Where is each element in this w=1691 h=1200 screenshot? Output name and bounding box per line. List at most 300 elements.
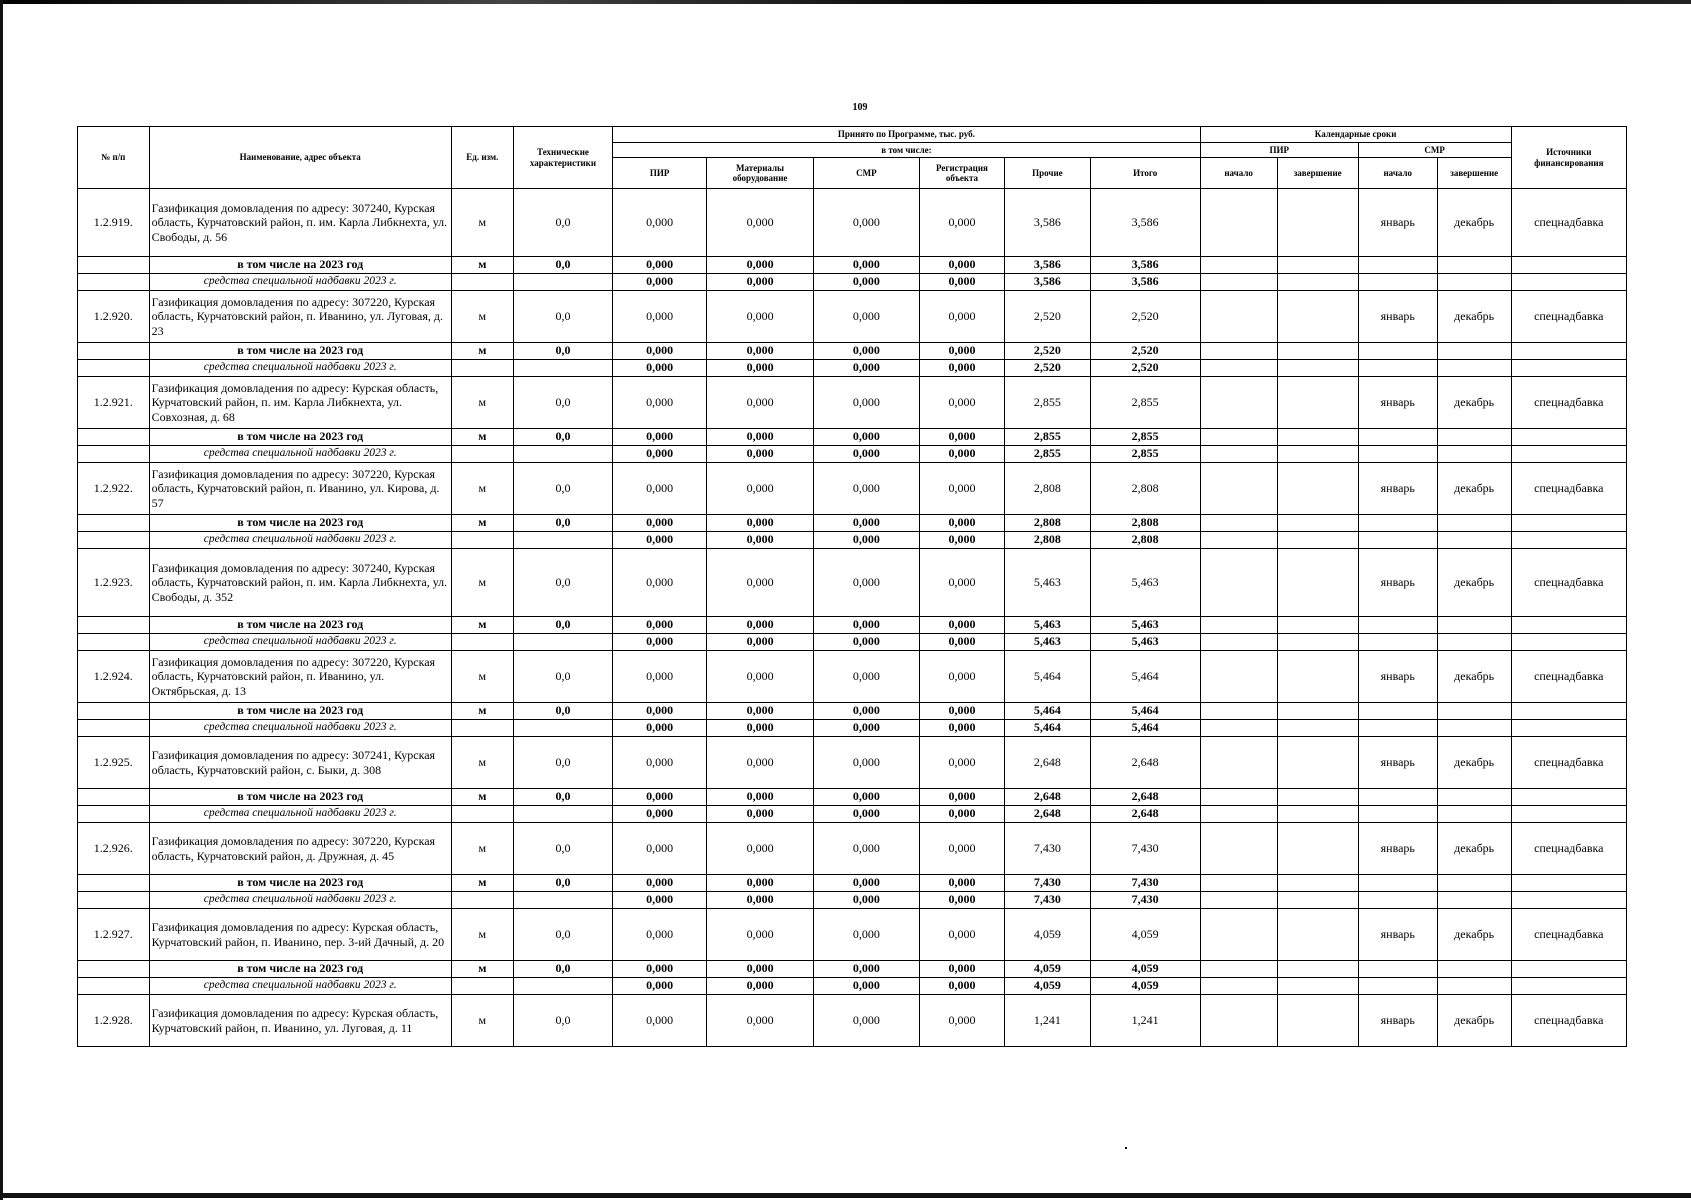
tech-cell: 0,0 [513, 909, 612, 961]
empty-cell [1277, 532, 1358, 549]
pir-start-cell [1200, 549, 1277, 617]
smr-cell: 0,000 [813, 463, 919, 515]
empty-cell [513, 532, 612, 549]
program-table [77, 126, 1627, 1047]
smr-start-cell: январь [1358, 549, 1437, 617]
tech-cell: 0,0 [513, 617, 612, 634]
object-name: Газификация домовладения по адресу: 307241, Курская область, Курчатовский район, с. Быки, д. 308 [149, 737, 451, 789]
tech-cell: 0,0 [513, 515, 612, 532]
table-row-year-subtotal [78, 703, 1627, 720]
row-number: 1.2.923. [78, 549, 150, 617]
unit-cell: м [451, 343, 513, 360]
empty-cell [1511, 515, 1626, 532]
empty-cell [451, 446, 513, 463]
table-row [78, 549, 1627, 617]
total-cell: 4,059 [1090, 978, 1200, 995]
empty-cell [78, 532, 150, 549]
registration-cell: 0,000 [919, 909, 1004, 961]
empty-cell [1277, 720, 1358, 737]
empty-cell [78, 978, 150, 995]
total-cell: 2,520 [1090, 343, 1200, 360]
empty-cell [1511, 274, 1626, 291]
empty-cell [78, 806, 150, 823]
materials-cell: 0,000 [707, 532, 814, 549]
table-row [78, 995, 1627, 1047]
header-calendar: Календарные сроки [1200, 127, 1511, 143]
pir-cell: 0,000 [613, 532, 707, 549]
empty-cell [1358, 429, 1437, 446]
unit-cell: м [451, 789, 513, 806]
row-number: 1.2.925. [78, 737, 150, 789]
empty-cell [513, 806, 612, 823]
registration-cell: 0,000 [919, 875, 1004, 892]
object-name: Газификация домовладения по адресу: Курская область, Курчатовский район, п. им. Карла Либкнехта, ул. Совхозная, д. 68 [149, 377, 451, 429]
total-cell: 4,059 [1090, 909, 1200, 961]
smr-cell: 0,000 [813, 360, 919, 377]
other-cell: 2,808 [1005, 463, 1090, 515]
table-row-fund [78, 634, 1627, 651]
empty-cell [1437, 617, 1511, 634]
fund-label: средства специальной надбавки 2023 г. [149, 978, 451, 995]
empty-cell [1437, 961, 1511, 978]
registration-cell: 0,000 [919, 720, 1004, 737]
empty-cell [513, 634, 612, 651]
source-cell: спецнадбавка [1511, 909, 1626, 961]
registration-cell: 0,000 [919, 978, 1004, 995]
empty-cell [1277, 978, 1358, 995]
empty-cell [1437, 343, 1511, 360]
materials-cell: 0,000 [707, 892, 814, 909]
total-cell: 7,430 [1090, 875, 1200, 892]
other-cell: 7,430 [1005, 823, 1090, 875]
registration-cell: 0,000 [919, 703, 1004, 720]
smr-end-cell: декабрь [1437, 823, 1511, 875]
empty-cell [1200, 961, 1277, 978]
empty-cell [1200, 446, 1277, 463]
registration-cell: 0,000 [919, 549, 1004, 617]
table-row-year-subtotal [78, 617, 1627, 634]
smr-end-cell: декабрь [1437, 651, 1511, 703]
smr-cell: 0,000 [813, 257, 919, 274]
year-subtotal-label: в том числе на 2023 год [149, 703, 451, 720]
empty-cell [1358, 532, 1437, 549]
smr-cell: 0,000 [813, 892, 919, 909]
pir-cell: 0,000 [613, 617, 707, 634]
total-cell: 2,648 [1090, 789, 1200, 806]
empty-cell [78, 274, 150, 291]
empty-cell [1437, 274, 1511, 291]
smr-cell: 0,000 [813, 737, 919, 789]
materials-cell: 0,000 [707, 274, 814, 291]
materials-cell: 0,000 [707, 257, 814, 274]
row-number: 1.2.922. [78, 463, 150, 515]
fund-label: средства специальной надбавки 2023 г. [149, 274, 451, 291]
empty-cell [1511, 961, 1626, 978]
row-number: 1.2.921. [78, 377, 150, 429]
other-cell: 3,586 [1005, 257, 1090, 274]
other-cell: 2,855 [1005, 429, 1090, 446]
source-cell: спецнадбавка [1511, 377, 1626, 429]
other-cell: 2,520 [1005, 343, 1090, 360]
empty-cell [1437, 446, 1511, 463]
empty-cell [1358, 961, 1437, 978]
empty-cell [513, 274, 612, 291]
header-materials: Материалы оборудование [707, 158, 814, 189]
smr-cell: 0,000 [813, 875, 919, 892]
empty-cell [1437, 789, 1511, 806]
pir-cell: 0,000 [613, 446, 707, 463]
empty-cell [78, 720, 150, 737]
materials-cell: 0,000 [707, 634, 814, 651]
smr-end-cell: декабрь [1437, 549, 1511, 617]
smr-cell: 0,000 [813, 634, 919, 651]
smr-cell: 0,000 [813, 651, 919, 703]
fund-label: средства специальной надбавки 2023 г. [149, 446, 451, 463]
empty-cell [78, 429, 150, 446]
empty-cell [78, 634, 150, 651]
unit-cell: м [451, 377, 513, 429]
empty-cell [1511, 720, 1626, 737]
unit-cell: м [451, 703, 513, 720]
table-body [78, 189, 1627, 1047]
empty-cell [1511, 429, 1626, 446]
year-subtotal-label: в том числе на 2023 год [149, 875, 451, 892]
smr-end-cell: декабрь [1437, 909, 1511, 961]
row-number: 1.2.924. [78, 651, 150, 703]
pir-start-cell [1200, 823, 1277, 875]
row-number: 1.2.919. [78, 189, 150, 257]
tech-cell: 0,0 [513, 377, 612, 429]
pir-cell: 0,000 [613, 549, 707, 617]
empty-cell [1358, 360, 1437, 377]
fund-label: средства специальной надбавки 2023 г. [149, 532, 451, 549]
empty-cell [78, 360, 150, 377]
empty-cell [513, 360, 612, 377]
materials-cell: 0,000 [707, 651, 814, 703]
empty-cell [1437, 515, 1511, 532]
empty-cell [1358, 892, 1437, 909]
empty-cell [1511, 875, 1626, 892]
materials-cell: 0,000 [707, 549, 814, 617]
unit-cell: м [451, 651, 513, 703]
object-name: Газификация домовладения по адресу: 307220, Курская область, Курчатовский район, д. Дружная, д. 45 [149, 823, 451, 875]
registration-cell: 0,000 [919, 429, 1004, 446]
table-row-year-subtotal [78, 789, 1627, 806]
empty-cell [1437, 360, 1511, 377]
other-cell: 5,464 [1005, 651, 1090, 703]
other-cell: 5,464 [1005, 703, 1090, 720]
source-cell: спецнадбавка [1511, 651, 1626, 703]
registration-cell: 0,000 [919, 274, 1004, 291]
registration-cell: 0,000 [919, 892, 1004, 909]
year-subtotal-label: в том числе на 2023 год [149, 617, 451, 634]
pir-end-cell [1277, 463, 1358, 515]
empty-cell [1511, 789, 1626, 806]
empty-cell [1511, 532, 1626, 549]
header-pir: ПИР [613, 158, 707, 189]
empty-cell [451, 892, 513, 909]
empty-cell [1358, 617, 1437, 634]
materials-cell: 0,000 [707, 617, 814, 634]
empty-cell [1358, 343, 1437, 360]
pir-start-cell [1200, 189, 1277, 257]
tech-cell: 0,0 [513, 429, 612, 446]
empty-cell [1200, 634, 1277, 651]
source-cell: спецнадбавка [1511, 549, 1626, 617]
smr-start-cell: январь [1358, 377, 1437, 429]
registration-cell: 0,000 [919, 532, 1004, 549]
empty-cell [1200, 617, 1277, 634]
tech-cell: 0,0 [513, 291, 612, 343]
total-cell: 5,463 [1090, 617, 1200, 634]
unit-cell: м [451, 189, 513, 257]
total-cell: 2,520 [1090, 291, 1200, 343]
empty-cell [1437, 532, 1511, 549]
empty-cell [1511, 257, 1626, 274]
empty-cell [1511, 360, 1626, 377]
registration-cell: 0,000 [919, 515, 1004, 532]
pir-cell: 0,000 [613, 875, 707, 892]
other-cell: 3,586 [1005, 189, 1090, 257]
registration-cell: 0,000 [919, 291, 1004, 343]
empty-cell [1200, 429, 1277, 446]
pir-start-cell [1200, 995, 1277, 1047]
empty-cell [1437, 720, 1511, 737]
other-cell: 2,808 [1005, 515, 1090, 532]
empty-cell [1437, 892, 1511, 909]
scan-edge-top [0, 0, 1691, 4]
smr-cell: 0,000 [813, 446, 919, 463]
pir-cell: 0,000 [613, 274, 707, 291]
source-cell: спецнадбавка [1511, 291, 1626, 343]
row-number: 1.2.920. [78, 291, 150, 343]
fund-label: средства специальной надбавки 2023 г. [149, 720, 451, 737]
table-row-fund [78, 978, 1627, 995]
row-number: 1.2.926. [78, 823, 150, 875]
empty-cell [1358, 789, 1437, 806]
empty-cell [1511, 978, 1626, 995]
tech-cell: 0,0 [513, 549, 612, 617]
smr-cell: 0,000 [813, 515, 919, 532]
pir-cell: 0,000 [613, 377, 707, 429]
registration-cell: 0,000 [919, 823, 1004, 875]
smr-cell: 0,000 [813, 720, 919, 737]
year-subtotal-label: в том числе на 2023 год [149, 789, 451, 806]
total-cell: 5,463 [1090, 634, 1200, 651]
smr-cell: 0,000 [813, 532, 919, 549]
fund-label: средства специальной надбавки 2023 г. [149, 360, 451, 377]
total-cell: 5,464 [1090, 720, 1200, 737]
empty-cell [1200, 720, 1277, 737]
unit-cell: м [451, 961, 513, 978]
pir-end-cell [1277, 189, 1358, 257]
materials-cell: 0,000 [707, 875, 814, 892]
materials-cell: 0,000 [707, 515, 814, 532]
materials-cell: 0,000 [707, 806, 814, 823]
table-row [78, 737, 1627, 789]
pir-start-cell [1200, 291, 1277, 343]
year-subtotal-label: в том числе на 2023 год [149, 961, 451, 978]
pir-cell: 0,000 [613, 703, 707, 720]
pir-start-cell [1200, 463, 1277, 515]
total-cell: 3,586 [1090, 274, 1200, 291]
table-row-year-subtotal [78, 343, 1627, 360]
pir-cell: 0,000 [613, 806, 707, 823]
other-cell: 2,648 [1005, 789, 1090, 806]
empty-cell [1200, 257, 1277, 274]
unit-cell: м [451, 515, 513, 532]
table-row [78, 377, 1627, 429]
unit-cell: м [451, 549, 513, 617]
empty-cell [1200, 789, 1277, 806]
empty-cell [1200, 703, 1277, 720]
empty-cell [1277, 634, 1358, 651]
empty-cell [1437, 703, 1511, 720]
empty-cell [1358, 875, 1437, 892]
smr-cell: 0,000 [813, 978, 919, 995]
empty-cell [1277, 360, 1358, 377]
smr-start-cell: январь [1358, 291, 1437, 343]
header-tech: Технические характеристики [513, 127, 612, 189]
empty-cell [513, 446, 612, 463]
total-cell: 2,855 [1090, 377, 1200, 429]
empty-cell [1200, 343, 1277, 360]
total-cell: 7,430 [1090, 892, 1200, 909]
smr-start-cell: январь [1358, 909, 1437, 961]
pir-cell: 0,000 [613, 737, 707, 789]
total-cell: 5,463 [1090, 549, 1200, 617]
smr-end-cell: декабрь [1437, 291, 1511, 343]
pir-end-cell [1277, 823, 1358, 875]
smr-cell: 0,000 [813, 189, 919, 257]
materials-cell: 0,000 [707, 909, 814, 961]
registration-cell: 0,000 [919, 360, 1004, 377]
smr-cell: 0,000 [813, 549, 919, 617]
pir-start-cell [1200, 377, 1277, 429]
smr-cell: 0,000 [813, 961, 919, 978]
registration-cell: 0,000 [919, 995, 1004, 1047]
empty-cell [1358, 274, 1437, 291]
empty-cell [1200, 532, 1277, 549]
unit-cell: м [451, 737, 513, 789]
other-cell: 7,430 [1005, 875, 1090, 892]
empty-cell [1277, 274, 1358, 291]
empty-cell [1277, 446, 1358, 463]
table-row [78, 909, 1627, 961]
smr-cell: 0,000 [813, 789, 919, 806]
table-row-fund [78, 892, 1627, 909]
materials-cell: 0,000 [707, 429, 814, 446]
empty-cell [1277, 806, 1358, 823]
other-cell: 5,463 [1005, 617, 1090, 634]
registration-cell: 0,000 [919, 343, 1004, 360]
header-smr-start: начало [1358, 158, 1437, 189]
total-cell: 1,241 [1090, 995, 1200, 1047]
pir-cell: 0,000 [613, 463, 707, 515]
tech-cell: 0,0 [513, 651, 612, 703]
header-num: № п/п [78, 127, 150, 189]
smr-start-cell: январь [1358, 823, 1437, 875]
year-subtotal-label: в том числе на 2023 год [149, 257, 451, 274]
registration-cell: 0,000 [919, 789, 1004, 806]
empty-cell [1358, 703, 1437, 720]
empty-cell [1200, 274, 1277, 291]
pir-cell: 0,000 [613, 823, 707, 875]
smr-start-cell: январь [1358, 463, 1437, 515]
header-registration: Регистрация объекта [919, 158, 1004, 189]
header-pir-end: завершение [1277, 158, 1358, 189]
header-total: Итого [1090, 158, 1200, 189]
object-name: Газификация домовладения по адресу: Курская область, Курчатовский район, п. Иванино, пер. 3-ий Дачный, д. 20 [149, 909, 451, 961]
table-header [78, 127, 1627, 189]
tech-cell: 0,0 [513, 257, 612, 274]
materials-cell: 0,000 [707, 703, 814, 720]
pir-cell: 0,000 [613, 429, 707, 446]
other-cell: 2,648 [1005, 737, 1090, 789]
empty-cell [1200, 515, 1277, 532]
other-cell: 4,059 [1005, 909, 1090, 961]
header-smr: СМР [813, 158, 919, 189]
empty-cell [78, 892, 150, 909]
total-cell: 5,464 [1090, 651, 1200, 703]
empty-cell [1200, 806, 1277, 823]
smr-cell: 0,000 [813, 703, 919, 720]
empty-cell [1358, 720, 1437, 737]
materials-cell: 0,000 [707, 291, 814, 343]
source-cell: спецнадбавка [1511, 823, 1626, 875]
smr-cell: 0,000 [813, 291, 919, 343]
total-cell: 2,808 [1090, 463, 1200, 515]
other-cell: 4,059 [1005, 961, 1090, 978]
smr-cell: 0,000 [813, 995, 919, 1047]
other-cell: 5,463 [1005, 634, 1090, 651]
materials-cell: 0,000 [707, 995, 814, 1047]
empty-cell [451, 360, 513, 377]
table-row [78, 651, 1627, 703]
unit-cell: м [451, 909, 513, 961]
total-cell: 2,808 [1090, 515, 1200, 532]
empty-cell [513, 978, 612, 995]
total-cell: 2,855 [1090, 429, 1200, 446]
header-including: в том числе: [613, 143, 1201, 158]
pir-cell: 0,000 [613, 257, 707, 274]
empty-cell [1277, 789, 1358, 806]
header-other: Прочие [1005, 158, 1090, 189]
empty-cell [78, 343, 150, 360]
pir-cell: 0,000 [613, 189, 707, 257]
empty-cell [78, 789, 150, 806]
empty-cell [1358, 446, 1437, 463]
table-row-year-subtotal [78, 429, 1627, 446]
smr-end-cell: декабрь [1437, 189, 1511, 257]
empty-cell [1437, 806, 1511, 823]
total-cell: 7,430 [1090, 823, 1200, 875]
source-cell: спецнадбавка [1511, 995, 1626, 1047]
scan-speck [1125, 1147, 1127, 1149]
total-cell: 3,586 [1090, 257, 1200, 274]
total-cell: 4,059 [1090, 961, 1200, 978]
empty-cell [1511, 703, 1626, 720]
empty-cell [451, 634, 513, 651]
object-name: Газификация домовладения по адресу: Курская область, Курчатовский район, п. Иванино, ул. Луговая, д. 11 [149, 995, 451, 1047]
tech-cell: 0,0 [513, 463, 612, 515]
smr-end-cell: декабрь [1437, 737, 1511, 789]
header-pir-start: начало [1200, 158, 1277, 189]
empty-cell [78, 617, 150, 634]
row-number: 1.2.928. [78, 995, 150, 1047]
total-cell: 2,520 [1090, 360, 1200, 377]
other-cell: 4,059 [1005, 978, 1090, 995]
